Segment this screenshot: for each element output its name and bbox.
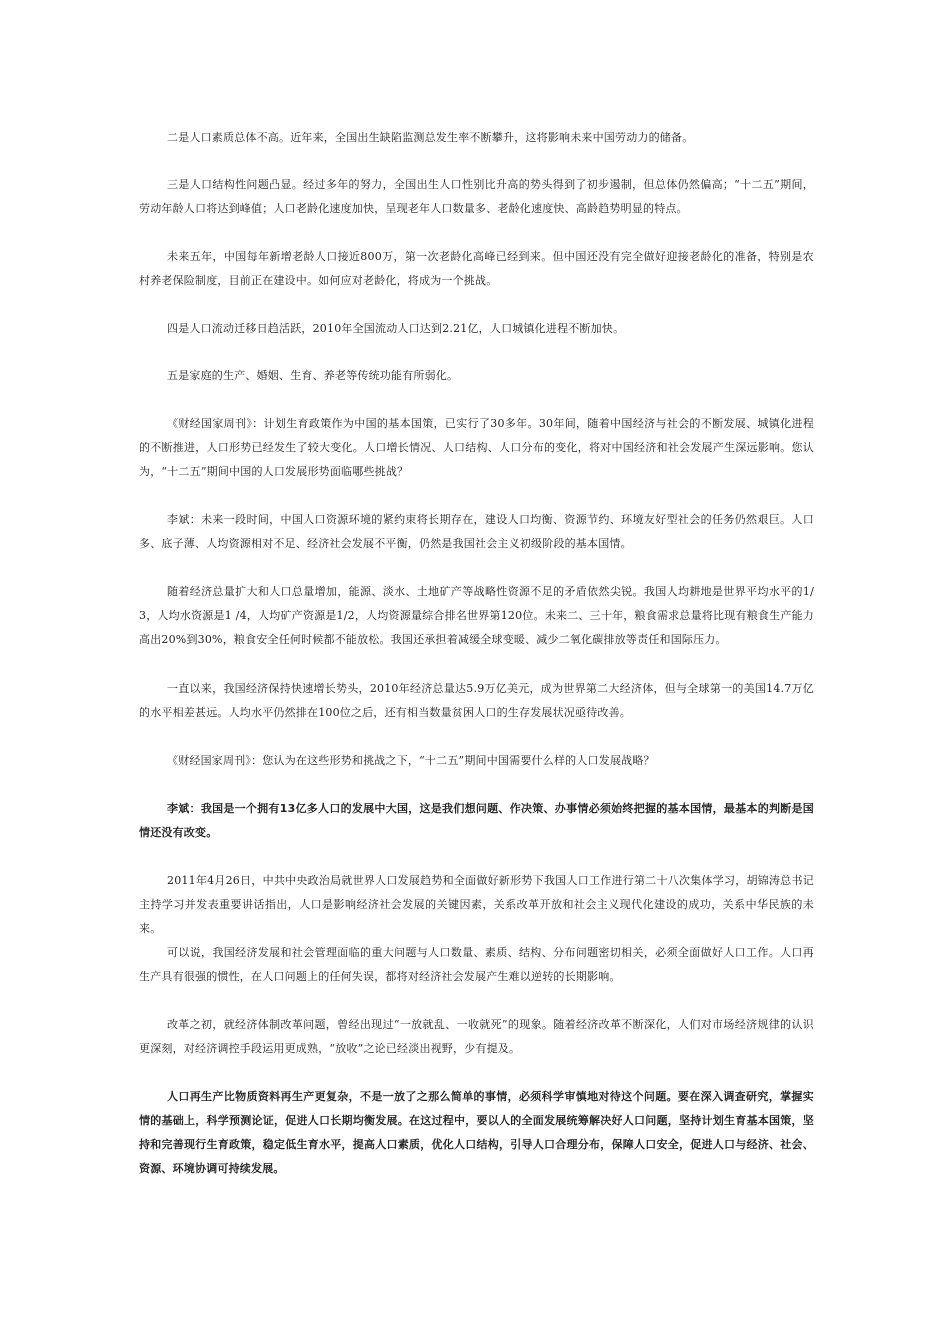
paragraph-answer-constraints: 李斌：未来一段时间，中国人口资源环境的紧约束将长期存在，建设人口均衡、资源节约、环境友好型社会的任务仍然艰巨。人口多、底子薄、人均资源相对不足、经济社会发展不平衡，仍然是我国社会主义初级阶段的基本国情。 <box>139 513 814 550</box>
paragraph-question-strategy: 《财经国家周刊》：您认为在这些形势和挑战之下，“十二五”期间中国需要什么样的人口发展战略？ <box>167 754 655 767</box>
paragraph-population-work: 可以说，我国经济发展和社会管理面临的重大问题与人口数量、素质、结构、分布问题密切相关，必须全面做好人口工作。人口再生产具有很强的惯性，在人口问题上的任何失误，都将对经济社会发展产生难以逆转的长期影响。 <box>139 946 814 983</box>
paragraph-resources: 随着经济总量扩大和人口总量增加，能源、淡水、土地矿产等战略性资源不足的矛盾依然尖锐。我国人均耕地是世界平均水平的1/3，人均水资源是1 /4，人均矿产资源是1/2，人均资源量综合排名世界第120位。未来二、三十年，粮食需求总量将比现有粮食生产能力高出20%到30%，粮食安全任何时候都不能放松。我国还承担着减缓全球变暖、减少二氧化碳排放等责任和国际压力。 <box>139 585 814 646</box>
paragraph-population-quality: 二是人口素质总体不高。近年来，全国出生缺陷监测总发生率不断攀升，这将影响未来中国劳动力的储备。 <box>167 131 694 144</box>
paragraph-economy: 一直以来，我国经济保持快速增长势头，2010年经济总量达5.9万亿美元，成为世界第二大经济体，但与全球第一的美国14.7万亿的水平相差甚远。人均水平仍然排在100位之后，还有相当数量贫困人口的生存发展状况亟待改善。 <box>139 682 814 719</box>
paragraph-question-challenges: 《财经国家周刊》：计划生育政策作为中国的基本国策，已实行了30多年。30年间，随着中国经济与社会的不断发展、城镇化进程的不断推进，人口形势已经发生了较大变化。人口增长情况、人口结构、人口分布的变化，将对中国经济和社会发展产生深远影响。您认为，“十二五”期间中国的人口发展形势面临哪些挑战？ <box>139 417 814 478</box>
paragraph-migration: 四是人口流动迁移日趋活跃，2010年全国流动人口达到2.21亿，人口城镇化进程不断加快。 <box>167 322 625 335</box>
paragraph-family-functions: 五是家庭的生产、婚姻、生育、养老等传统功能有所弱化。 <box>167 369 459 382</box>
paragraph-population-structure: 三是人口结构性问题凸显。经过多年的努力，全国出生人口性别比升高的势头得到了初步遏制，但总体仍然偏高；“十二五”期间，劳动年龄人口将达到峰值；人口老龄化速度加快，呈现老年人口数量多、老龄化速度快、高龄趋势明显的特点。 <box>139 178 814 215</box>
paragraph-reform: 改革之初，就经济体制改革问题，曾经出现过“一放就乱、一收就死”的现象。随着经济改革不断深化，人们对市场经济规律的认识更深刻，对经济调控手段运用更成熟，“放收”之论已经淡出视野，少有提及。 <box>139 1018 814 1055</box>
paragraph-politburo-study: 2011年4月26日，中共中央政治局就世界人口发展趋势和全面做好新形势下我国人口工作进行第二十八次集体学习，胡锦涛总书记主持学习并发表重要讲话指出，人口是影响经济社会发展的关键因素，关系改革开放和社会主义现代化建设的成功，关系中华民族的未来。 <box>139 874 814 935</box>
paragraph-aging-outlook: 未来五年，中国每年新增老龄人口接近800万，第一次老龄化高峰已经到来。但中国还没有完全做好迎接老龄化的准备，特别是农村养老保险制度，目前正在建设中。如何应对老龄化，将成为一个挑战。 <box>139 250 814 287</box>
paragraph-balanced-development: 人口再生产比物质资料再生产更复杂，不是一放了之那么简单的事情，必须科学审慎地对待这个问题。要在深入调查研究，掌握实情的基础上，科学预测论证，促进人口长期均衡发展。在这过程中，要以人的全面发展统筹解决好人口问题，坚持计划生育基本国策，坚持和完善现行生育政策，稳定低生育水平，提高人口素质，优化人口结构，引导人口合理分布，保障人口安全，促进人口与经济、社会、资源、环境协调可持续发展。 <box>139 1090 814 1175</box>
paragraph-answer-national-conditions: 李斌：我国是一个拥有13亿多人口的发展中大国，这是我们想问题、作决策、办事情必须始终把握的基本国情，最基本的判断是国情还没有改变。 <box>139 802 814 839</box>
